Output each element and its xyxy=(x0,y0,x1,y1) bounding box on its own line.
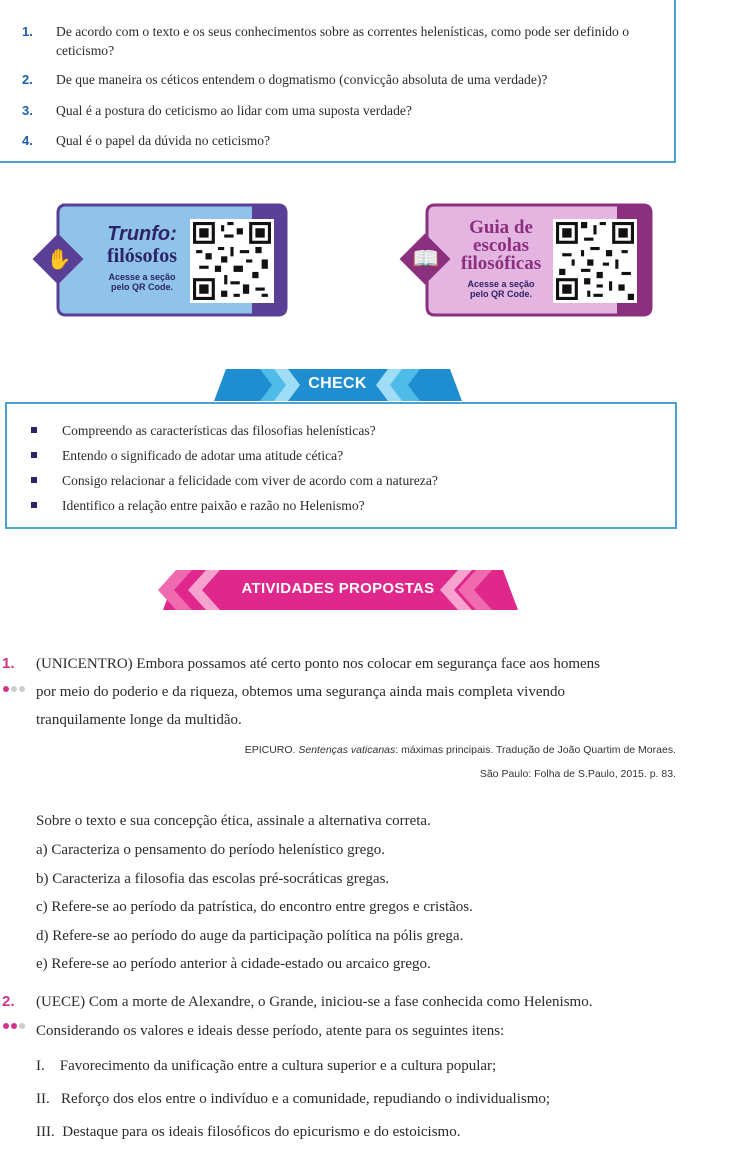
card-subtitle xyxy=(92,272,192,292)
check-item xyxy=(31,472,438,490)
card-title-line1: Guia de xyxy=(469,217,533,238)
question-text: De que maneira os céticos entendem o dogmatismo (convicção absoluta de uma verdade)? xyxy=(56,72,548,87)
bullet xyxy=(31,427,37,433)
question-number: 4. xyxy=(22,133,33,148)
card-guia-escolas[interactable] xyxy=(395,201,655,321)
card-subtitle-line2: pelo QR Code. xyxy=(469,289,532,299)
difficulty-dots-icon xyxy=(2,1022,32,1030)
qr-code[interactable] xyxy=(190,219,274,303)
qr-code-image xyxy=(193,222,271,300)
card-title-line2: escolas xyxy=(473,235,529,256)
card-subtitle xyxy=(451,279,551,299)
reference-title: Sentenças vaticanas xyxy=(298,744,396,756)
statement-item: II. Reforço dos elos entre o indivíduo e a comunidade, repudiando o individualismo; xyxy=(36,1091,551,1107)
check-banner xyxy=(210,367,465,403)
book-icon: 📖 xyxy=(412,246,440,271)
card-subtitle-line1: Acesse a seção xyxy=(108,272,176,282)
check-item-text: Consigo relacionar a felicidade com viver de acordo com a natureza? xyxy=(62,473,438,488)
card-title xyxy=(451,219,551,273)
qr-code[interactable] xyxy=(553,219,637,303)
reference-line1 xyxy=(245,744,676,756)
bullet xyxy=(31,452,37,458)
question-item xyxy=(22,22,666,60)
statement-item: III. Destaque para os ideais filosóficos do epicurismo e do estoicismo. xyxy=(36,1124,461,1140)
question-item xyxy=(22,101,666,120)
difficulty-dots-icon xyxy=(2,685,32,693)
question-item xyxy=(22,131,666,150)
answer-option-e[interactable]: e) Refere-se ao período anterior à cidade-estado ou arcaico grego. xyxy=(36,956,431,972)
question-item xyxy=(22,70,666,89)
check-item xyxy=(31,497,365,515)
question-text: Qual é o papel da dúvida no ceticismo? xyxy=(56,133,271,148)
activity-number: 2. xyxy=(2,993,15,1010)
check-item xyxy=(31,447,343,465)
bullet xyxy=(31,477,37,483)
activity-text-line: (UECE) Com a morte de Alexandre, o Grande, iniciou-se a fase conhecida como Helenismo. xyxy=(36,994,593,1010)
answer-option-b[interactable]: b) Caracteriza a filosofia das escolas pré-socráticas gregas. xyxy=(36,871,390,887)
statement-item: I. Favorecimento da unificação entre a cultura superior e a cultura popular; xyxy=(36,1058,497,1074)
question-text: Qual é a postura do ceticismo ao lidar com uma suposta verdade? xyxy=(56,103,412,118)
reference-rest: : máximas principais. Tradução de João Quartim de Moraes. xyxy=(395,744,676,756)
card-title-line3: filosóficas xyxy=(460,253,542,274)
answer-option-d[interactable]: d) Refere-se ao período do auge da participação política na pólis grega. xyxy=(36,928,464,944)
check-item-text: Entendo o significado de adotar uma atitude cética? xyxy=(62,448,344,463)
activity-number: 1. xyxy=(2,655,15,672)
check-item-text: Identifico a relação entre paixão e razão no Helenismo? xyxy=(62,498,365,513)
question-box xyxy=(0,0,676,163)
activity-text-line: por meio do poderio e da riqueza, obtemos uma segurança ainda mais completa vivendo xyxy=(36,684,565,700)
check-label: CHECK xyxy=(308,375,367,392)
activity-text-line: (UNICENTRO) Embora possamos até certo ponto nos colocar em segurança face aos homens xyxy=(36,656,600,672)
bullet xyxy=(31,502,37,508)
answer-option-c[interactable]: c) Refere-se ao período da patrística, do encontro entre gregos e cristãos. xyxy=(36,899,473,915)
check-item-text: Compreendo as características das filosofias helenísticas? xyxy=(62,423,376,438)
check-box xyxy=(5,402,677,529)
reference-author: EPICURO. xyxy=(244,744,296,756)
qr-code-image xyxy=(556,222,634,300)
question-text: De acordo com o texto e os seus conhecimentos sobre as correntes helenísticas, como pode ser definido o ceticismo? xyxy=(56,24,630,58)
activity-prompt: Sobre o texto e sua concepção ética, assinale a alternativa correta. xyxy=(36,813,431,829)
card-subtitle-line2: pelo QR Code. xyxy=(110,282,173,292)
question-number: 3. xyxy=(22,103,33,118)
card-trunfo-filosofos[interactable] xyxy=(30,201,290,321)
reference-line2: São Paulo: Folha de S.Paulo, 2015. p. 83. xyxy=(479,768,676,780)
activity-text-line: tranquilamente longe da multidão. xyxy=(36,712,242,728)
answer-option-a[interactable]: a) Caracteriza o pensamento do período helenístico grego. xyxy=(36,842,386,858)
hands-icon: ✋ xyxy=(46,249,72,271)
activity-text-line: Considerando os valores e ideais desse período, atente para os seguintes itens: xyxy=(36,1023,505,1039)
card-title-line1: Trunfo: xyxy=(107,223,177,245)
activities-label: ATIVIDADES PROPOSTAS xyxy=(241,580,435,597)
question-number: 1. xyxy=(22,24,33,39)
card-subtitle-line1: Acesse a seção xyxy=(467,279,535,289)
question-number: 2. xyxy=(22,72,33,87)
card-title-line2: filósofos xyxy=(107,245,177,267)
activities-banner xyxy=(158,567,523,613)
check-item xyxy=(31,422,376,440)
